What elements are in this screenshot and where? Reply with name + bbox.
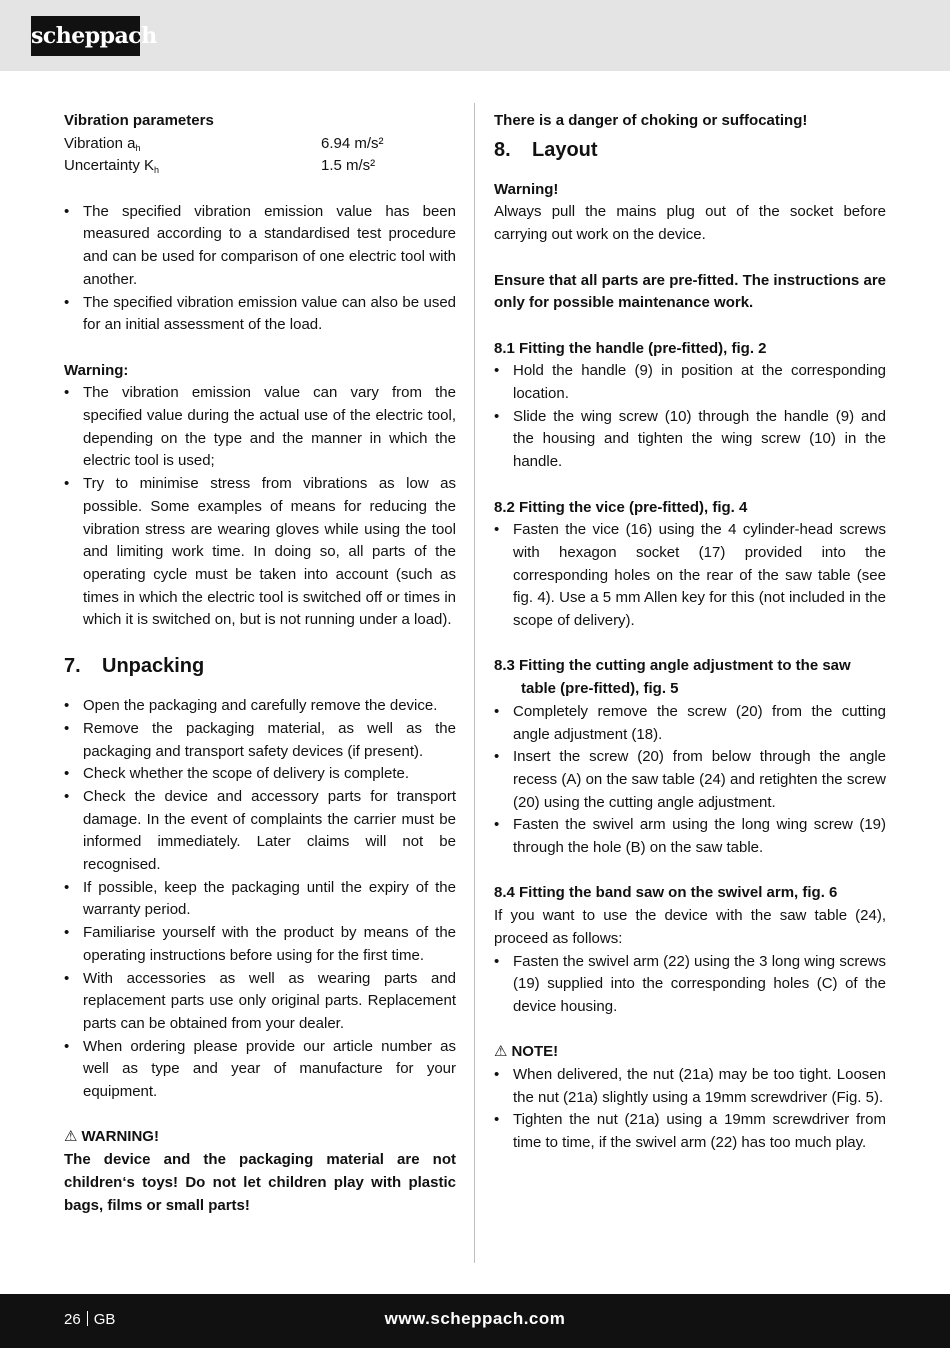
list-item: • Hold the handle (9) in position at the corresponding location. — [494, 360, 886, 405]
list-item: • Fasten the swivel arm using the long wing screw (19) through the hole (B) on the saw table. — [494, 814, 886, 859]
list-item: • Try to minimise stress from vibrations as low as possible. Some examples of means for reducing the vibration stress are wearing gloves while using the tool and limiting work time. In doing so, all parts of the operating cycle must be taken into account (such as times in which the electric tool is switched off or times in which it is switched on, but is not running under a load). — [64, 473, 456, 632]
list-item: • If possible, keep the packaging until the expiry of the warranty period. — [64, 877, 456, 922]
mains-plug-warning: Always pull the mains plug out of the socket before carrying out work on the device. — [494, 203, 886, 244]
prefitted-note: Ensure that all parts are pre-fitted. The instructions are only for possible maintenance work. — [494, 271, 886, 312]
list-item: • Remove the packaging material, as well as the packaging and transport safety devices (if present). — [64, 718, 456, 763]
list-item: • Completely remove the screw (20) from the cutting angle adjustment (18). — [494, 701, 886, 746]
section-8-1-list — [494, 360, 886, 474]
list-item: • With accessories as well as wearing parts and replacement parts use only original parts. Replacement parts can be obtained from your dealer. — [64, 968, 456, 1036]
section-8-3-heading: 8.3 Fitting the cutting angle adjustment to the saw table (pre-fitted), fig. 5 — [494, 657, 851, 698]
section-7-heading: 7. Unpacking — [64, 655, 205, 678]
list-item: • The specified vibration emission value can also be used for an initial assessment of the load. — [64, 292, 456, 337]
scheppach-logo: scheppach — [31, 16, 140, 56]
vibration-parameters-heading: Vibration parameters — [64, 112, 214, 129]
list-item: • When delivered, the nut (21a) may be too tight. Loosen the nut (21a) slightly using a 19mm screwdriver (Fig. 5). — [494, 1064, 886, 1109]
vibration-row — [64, 133, 456, 156]
packaging-warning-text: The device and the packaging material are not children‘s toys! Do not let children play with plastic bags, films or small parts! — [64, 1151, 456, 1214]
note-heading: ⚠ NOTE! — [494, 1041, 886, 1064]
vibration-value: 6.94 m/s² — [321, 134, 384, 152]
list-item: • The specified vibration emission value has been measured according to a standardised test procedure and can be used for comparison of one electric tool with another. — [64, 201, 456, 292]
section-8-2-list — [494, 519, 886, 633]
left-column — [64, 110, 456, 1217]
list-item: • Fasten the vice (16) using the 4 cylinder-head screws with hexagon socket (17) provided into the corresponding holes on the rear of the saw table (see fig. 4). Use a 5 mm Allen key for this (not included in the scope of delivery). — [494, 519, 886, 633]
section-8-heading: 8. Layout — [494, 138, 598, 161]
list-item: • Tighten the nut (21a) using a 19mm screwdriver from time to time, if the swivel arm (22) has too much play. — [494, 1109, 886, 1154]
column-divider — [474, 103, 475, 1263]
warning-triangle-icon: ⚠ — [494, 1043, 508, 1061]
section-8-1-heading: 8.1 Fitting the handle (pre-fitted), fig. 2 — [494, 339, 767, 357]
list-item: • Familiarise yourself with the product by means of the operating instructions before using for the first time. — [64, 922, 456, 967]
uncertainty-label: Uncertainty $K_h$ — [64, 157, 160, 176]
warning-triangle-icon: ⚠ — [64, 1128, 78, 1146]
warning-label: Warning: — [64, 361, 129, 379]
note-list — [494, 1064, 886, 1155]
list-item: • Check whether the scope of delivery is complete. — [64, 763, 456, 786]
section-8-2-heading: 8.2 Fitting the vice (pre-fitted), fig. 4 — [494, 498, 748, 516]
section-8-3-list — [494, 701, 886, 860]
uncertainty-row — [64, 155, 456, 178]
list-item: • Open the packaging and carefully remove the device. — [64, 695, 456, 718]
vibration-label: Vibration $a_h$ — [64, 134, 141, 153]
page-number: 26 — [64, 1311, 81, 1328]
warning-label: Warning! — [494, 180, 559, 198]
section-8-4-heading: 8.4 Fitting the band saw on the swivel arm, fig. 6 — [494, 884, 838, 902]
list-item: • Check the device and accessory parts for transport damage. In the event of complaints the carrier must be informed immediately. Later claims will not be recognised. — [64, 786, 456, 877]
list-item: • Fasten the swivel arm (22) using the 3 long wing screws (19) supplied into the corresponding holes (C) of the device housing. — [494, 951, 886, 1019]
right-column — [494, 110, 886, 1155]
uncertainty-value: 1.5 m/s² — [321, 157, 376, 175]
list-item: • When ordering please provide our article number as well as type and year of manufacture for your equipment. — [64, 1036, 456, 1104]
choking-warning: There is a danger of choking or suffocating! — [494, 112, 808, 129]
language-code: GB — [93, 1311, 116, 1328]
page-header — [0, 0, 950, 71]
vibration-info-list — [64, 201, 456, 337]
section-8-4-intro: If you want to use the device with the saw table (24), proceed as follows: — [494, 907, 886, 947]
warning-heading: ⚠ WARNING! — [64, 1126, 456, 1149]
list-item: • The vibration emission value can vary from the specified value during the actual use of the electric tool, depending on the type and the manner in which the electric tool is used; — [64, 382, 456, 473]
section-8-4-list — [494, 951, 886, 1019]
list-item: • Insert the screw (20) from below through the angle recess (A) on the saw table (24) and retighten the screw (20) using the cutting angle adjustment. — [494, 746, 886, 814]
list-item: • Slide the wing screw (10) through the handle (9) and the housing and tighten the wing screw (10) in the handle. — [494, 406, 886, 474]
website-link[interactable]: www.scheppach.com — [384, 1309, 566, 1328]
vibration-warning-list — [64, 382, 456, 632]
unpacking-list — [64, 695, 456, 1104]
page-footer — [0, 1294, 950, 1348]
